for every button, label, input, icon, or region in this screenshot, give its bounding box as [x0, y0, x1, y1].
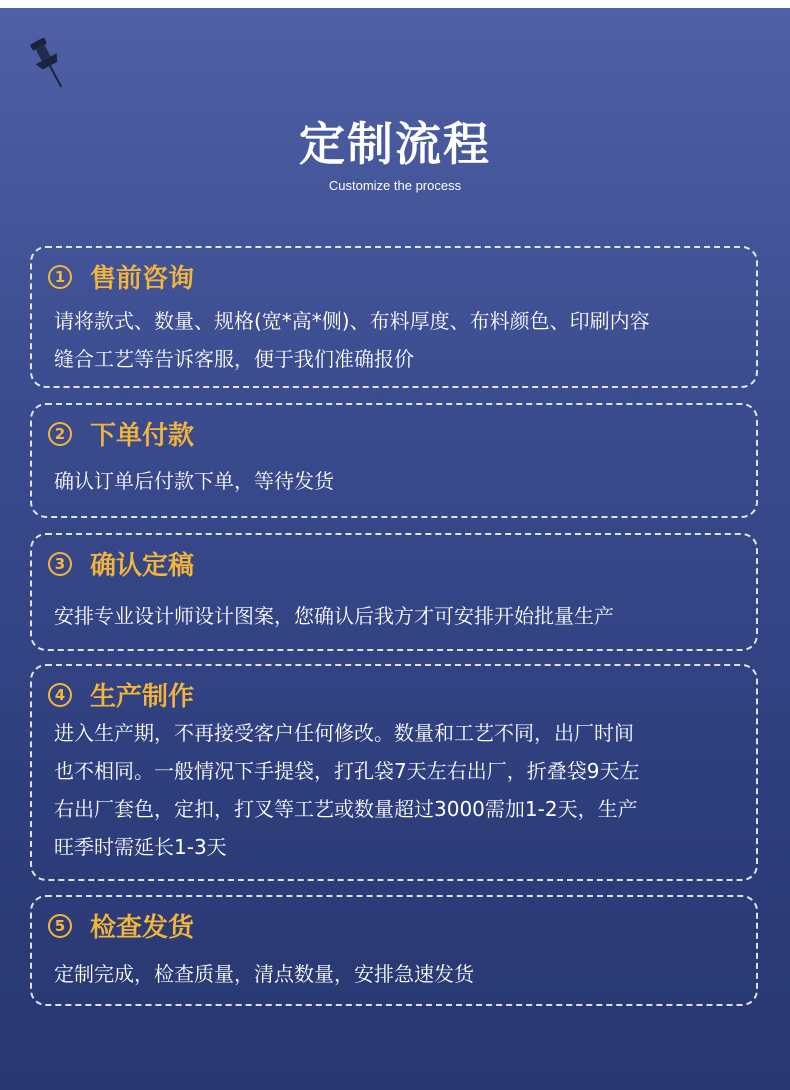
step-number-badge: 3	[48, 552, 72, 576]
step-line: 也不相同。一般情况下手提袋，打孔袋7天左右出厂，折叠袋9天左	[54, 759, 640, 783]
step-line: 进入生产期，不再接受客户任何修改。数量和工艺不同，出厂时间	[54, 721, 634, 745]
step-heading	[48, 258, 194, 295]
step-heading	[48, 907, 194, 944]
step-heading	[48, 676, 194, 713]
step-heading	[48, 415, 194, 452]
step-card-2	[30, 403, 758, 518]
step-title: 确认定稿	[90, 551, 195, 581]
step-number-badge: 2	[48, 422, 72, 446]
step-heading	[48, 545, 194, 582]
step-line: 定制完成，检查质量，清点数量，安排急速发货	[54, 962, 474, 986]
process-panel	[0, 8, 790, 1090]
step-description	[54, 302, 738, 378]
step-number-badge: 5	[48, 914, 72, 938]
step-line: 安排专业设计师设计图案，您确认后我方才可安排开始批量生产	[54, 604, 614, 628]
page-subtitle: Customize the process	[328, 178, 462, 193]
step-title: 检查发货	[90, 913, 195, 943]
step-card-3	[30, 533, 758, 651]
step-line: 右出厂套色，定扣，打叉等工艺或数量超过3000需加1-2天，生产	[54, 797, 638, 821]
step-line: 缝合工艺等告诉客服，便于我们准确报价	[54, 347, 414, 371]
step-card-5	[30, 895, 758, 1006]
step-line: 旺季时需延长1-3天	[54, 835, 227, 859]
step-description	[54, 955, 738, 993]
step-number-badge: 1	[48, 265, 72, 289]
step-description	[54, 714, 738, 866]
step-title: 下单付款	[90, 421, 195, 451]
step-card-1	[30, 246, 758, 388]
step-card-4	[30, 664, 758, 881]
step-line: 确认订单后付款下单，等待发货	[54, 469, 334, 493]
step-title: 生产制作	[90, 682, 195, 712]
step-description	[54, 597, 738, 635]
page-title: 定制流程	[299, 117, 491, 171]
step-title: 售前咨询	[90, 264, 195, 294]
pushpin-icon	[28, 34, 70, 96]
step-line: 请将款式、数量、规格(宽*高*侧)、布料厚度、布料颜色、印刷内容	[54, 309, 650, 333]
step-description	[54, 462, 738, 500]
step-number-badge: 4	[48, 683, 72, 707]
